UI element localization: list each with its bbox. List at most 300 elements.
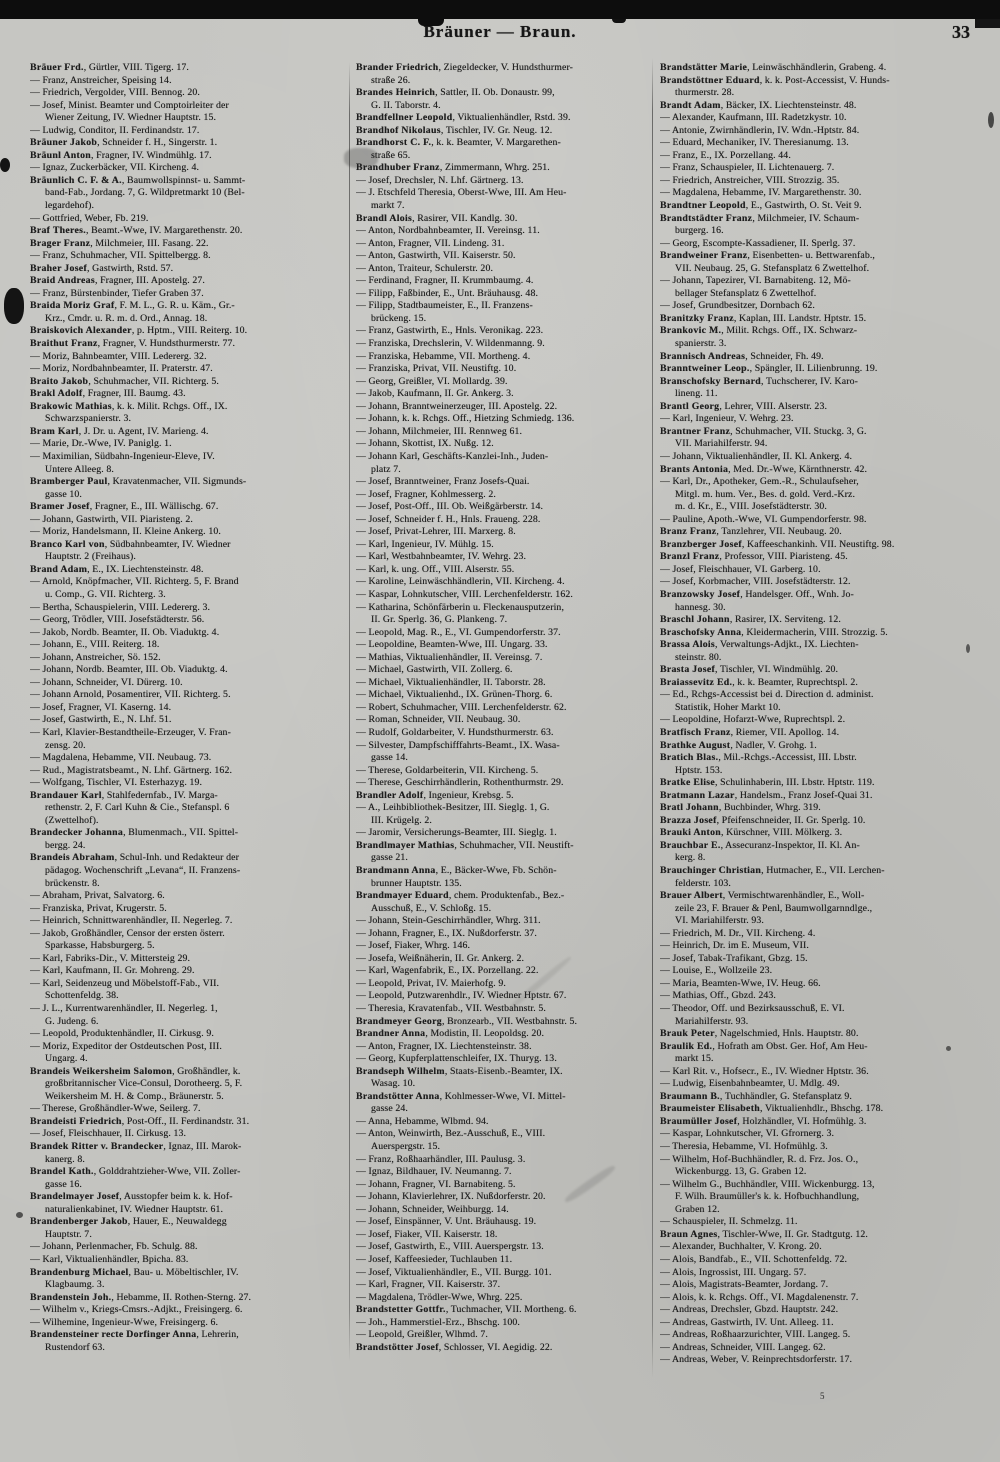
directory-entry-line: — Anton, Gastwirth, VII. Kaiserstr. 50.: [356, 250, 516, 262]
directory-entry-line: Mitgl. m. hum. Ver., Bes. d. gold. Verd.-Krz.: [675, 488, 856, 500]
page-number: 33: [952, 22, 970, 42]
directory-entry-line: — Johann, Schneider, VI. Dürerg. 10.: [30, 676, 183, 688]
directory-entry-line: — Georg, Greißler, VI. Mollardg. 39.: [356, 375, 508, 387]
directory-entry-line: Braulik Ed., Hofrath am Obst. Ger. Hof, Am Heu-: [660, 1040, 868, 1052]
directory-entry-line: — Josef, Viktualienhändler, E., VII. Burgg. 101.: [356, 1266, 552, 1278]
directory-entry-line: — J. L., Kurrentwarenhändler, II. Negerleg. 1,: [30, 1003, 218, 1015]
directory-entry-line: — Heinrich, Dr. im E. Museum, VII.: [660, 940, 809, 952]
directory-entry-line: — Karl, Wagenfabrik, E., IX. Porzellang. 22.: [356, 965, 539, 977]
directory-entry-line: Brandstöttner Eduard, k. k. Post-Accessist, V. Hunds-: [660, 74, 890, 86]
directory-entry-line: Brandek Ritter v. Brandecker, Ignaz, III. Marok-: [30, 1141, 242, 1153]
directory-entry-line: — Arnold, Knöpfmacher, VII. Richterg. 5, F. Brand: [30, 576, 239, 588]
directory-entry-line: — Ludwig, Eisenbahnbeamter, U. Mdlg. 49.: [660, 1078, 840, 1090]
directory-entry-line: — Karl, Fabriks-Dir., V. Mittersteig 29.: [30, 952, 191, 964]
directory-entry-line: hannesg. 30.: [675, 601, 726, 613]
directory-entry-line: — Johann, Fragner, VI. Barnabiteng. 5.: [356, 1178, 516, 1190]
directory-entry-line: — Andreas, Weber, V. Reinprechtsdorferstr. 17.: [660, 1354, 853, 1366]
directory-entry-line: Brandstetter Gottfr., Tuchmacher, VII. Mortheng. 6.: [356, 1304, 577, 1316]
directory-entry-line: — Karoline, Leinwäschhändlerin, VII. Kircheng. 4.: [356, 576, 565, 588]
directory-entry-line: — J. Etschfeld Theresia, Oberst-Wwe, III. Am Heu-: [356, 187, 567, 199]
directory-entry-line: F. Wilh. Braumüller's k. k. Hofbuchhandlung,: [675, 1191, 860, 1203]
directory-entry-line: Brandhuber Franz, Zimmermann, Whrg. 251.: [356, 162, 550, 174]
directory-entry-line: Braithut Franz, Fragner, V. Hundsthurmerstr. 77.: [30, 338, 236, 350]
directory-entry-line: — Karl, Ingenieur, V. Wehrg. 23.: [660, 413, 794, 425]
directory-entry-line: gasse 21.: [371, 852, 408, 864]
directory-entry-line: — Alexander, Kaufmann, III. Radetzkystr. 10.: [660, 112, 847, 124]
directory-entry-line: Braiassevitz Ed., k. k. Beamter, Ruprechtspl. 2.: [660, 676, 858, 688]
directory-entry-line: — Anton, Fragner, VII. Lindeng. 31.: [356, 237, 505, 249]
directory-entry-line: — Kaspar, Lohnkutscher, VIII. Lerchenfelderstr. 162.: [356, 588, 573, 600]
directory-entry-line: Klagbaumg. 3.: [45, 1279, 105, 1291]
directory-entry-line: — Franziska, Privat, Krugerstr. 5.: [30, 902, 167, 914]
directory-entry-line: Brandhof Nikolaus, Tischler, IV. Gr. Neug. 12.: [356, 124, 553, 136]
signature-mark: 5: [820, 1391, 825, 1401]
directory-entry-line: — Franz, Anstreicher, Speising 14.: [30, 74, 172, 86]
directory-entry-line: u. Comp., G. VII. Richterg. 3.: [45, 588, 166, 600]
directory-entry-line: Bram Karl, J. Dr. u. Agent, IV. Marieng. 4.: [30, 425, 209, 437]
directory-entry-line: Mariahilferstr. 93.: [675, 1015, 749, 1027]
directory-entry-line: Brander Friedrich, Ziegeldecker, V. Hundsthurmer-: [356, 62, 574, 73]
directory-entry-line: Braumann B., Tuchhändler, G. Stefansplatz 9.: [660, 1090, 852, 1102]
directory-entry-line: Braf Theres., Beamt.-Wwe, IV. Margarethenstr. 20.: [30, 225, 243, 237]
directory-entry-line: — Wilhelm G., Buchhändler, VIII. Wickenburgg. 13,: [660, 1178, 875, 1190]
directory-entry-line: naturalienkabinet, IV. Wiedner Hauptstr. 61.: [45, 1203, 224, 1215]
directory-entry-line: — Johann, Klavierlehrer, IX. Nußdorferstr. 20.: [356, 1191, 546, 1203]
directory-entry-line: burgerg. 16.: [675, 225, 724, 237]
directory-entry-line: gasse 24.: [371, 1103, 408, 1115]
directory-entry-line: Brandecker Johanna, Blumenmach., VII. Spittel-: [30, 827, 239, 839]
directory-entry-line: — Andreas, Schneider, VIII. Langeg. 62.: [660, 1341, 826, 1353]
directory-entry-line: Wickenburgg. 13, G. Graben 12.: [675, 1166, 807, 1178]
column-divider-left: [349, 62, 350, 1362]
directory-entry-line: Brathke August, Nadler, V. Grohg. 1.: [660, 739, 817, 751]
directory-entry-line: — Theresia, Kravatenfab., VII. Westbahnstr. 5.: [356, 1003, 547, 1015]
directory-entry-line: — Jaromir, Versicherungs-Beamter, III. Sieglg. 1.: [356, 827, 557, 839]
directory-entry-line: — Johann, Stein-Geschirrhändler, Whrg. 311.: [356, 915, 541, 927]
directory-entry-line: band-Fab., Jordang. 7, G. Wildpretmarkt 10 (Bel-: [45, 187, 245, 199]
directory-entry-line: — Karl, Seidenzeug und Möbelstoff-Fab., VII.: [30, 977, 220, 989]
directory-entry-line: — Alexander, Buchhalter, V. Krong. 20.: [660, 1241, 822, 1253]
directory-entry-line: — Magdalena, Hebamme, VII. Neubaug. 73.: [30, 752, 212, 764]
directory-entry-line: — Josef, Post-Off., III. Ob. Weißgärberstr. 14.: [356, 501, 544, 513]
directory-entry-line: — Josef, Fiaker, VII. Kaiserstr. 18.: [356, 1228, 498, 1240]
directory-entry-line: steinstr. 80.: [675, 651, 722, 663]
directory-entry-line: — Franz, Roßhaarhändler, III. Paulusg. 3.: [356, 1153, 526, 1165]
directory-entry-line: Brandmann Anna, E., Bäcker-Wwe, Fb. Schön-: [356, 865, 557, 876]
directory-entry-line: — Johann, Viktualienhändler, II. Kl. Ankerg. 4.: [660, 450, 853, 462]
directory-entry-line: — Josef, Fragner, VI. Kaserng. 14.: [30, 701, 172, 713]
directory-entry-line: Brandauer Karl, Stahlfedernfab., IV. Marga-: [30, 789, 218, 801]
directory-entry-line: — Friedrich, M. Dr., VII. Kircheng. 4.: [660, 927, 816, 939]
directory-entry-line: — Mathias, Viktualienhändler, II. Vereinsg. 7.: [356, 651, 543, 663]
directory-entry-line: — Josef, Tabak-Trafikant, Gbzg. 15.: [660, 952, 808, 964]
directory-entry-line: Brandtner Leopold, E., Gastwirth, O. St. Veit 9.: [660, 200, 862, 212]
scan-artifact: [16, 1212, 23, 1218]
directory-entry-line: Braschofsky Anna, Kleidermacherin, VIII. Strozzig. 5.: [660, 626, 888, 638]
directory-entry-line: Schwarzspanierstr. 3.: [45, 413, 132, 425]
directory-entry-line: — Josef, Grundbesitzer, Dornbach 62.: [660, 300, 815, 312]
directory-entry-line: — Moriz, Handelsmann, II. Kleine Ankerg. 10.: [30, 526, 221, 538]
directory-entry-line: — Josef, Fiaker, Whrg. 146.: [356, 940, 471, 952]
directory-entry-line: Braun Agnes, Tischler-Wwe, II. Gr. Stadtgutg. 12.: [660, 1228, 868, 1240]
directory-entry-line: — Karl Rit. v., Hofsecr., E., IV. Wiedner Hptstr. 36.: [660, 1065, 869, 1077]
directory-entry-line: — Joh., Hammerstiel-Erz., Bhschg. 100.: [356, 1316, 521, 1328]
directory-entry-line: — Johann, Skottist, IX. Nußg. 12.: [356, 438, 494, 450]
directory-entry-line: Brauchbar E., Assecuranz-Inspektor, II. Kl. An-: [660, 839, 860, 851]
directory-entry-line: Brandelmayer Josef, Ausstopfer beim k. k. Hof-: [30, 1191, 233, 1203]
directory-entry-line: brunner Hauptstr. 135.: [371, 877, 462, 889]
directory-entry-line: Brandner Anna, Modistin, II. Leopoldsg. 20.: [356, 1028, 545, 1040]
directory-entry-line: Brandmayer Eduard, chem. Produktenfab., Bez.-: [356, 890, 565, 902]
directory-entry-line: Brandes Heinrich, Sattler, II. Ob. Donaustr. 99,: [356, 87, 555, 99]
directory-entry-line: — Antonie, Zwirnhändlerin, IV. Wdn.-Hptstr. 84.: [660, 124, 860, 136]
directory-entry-line: — Karl, Viktualienhändler, Bpicha. 83.: [30, 1253, 189, 1265]
directory-entry-line: — Josef, Gastwirth, E., VIII. Auerspergstr. 13.: [356, 1241, 544, 1253]
directory-entry-line: — Therese, Goldarbeiterin, VII. Kircheng. 5.: [356, 764, 539, 776]
directory-entry-line: großbritannischer Vice-Consul, Dorotheerg. 5, F.: [45, 1078, 243, 1090]
directory-entry-line: gasse 14.: [371, 752, 408, 764]
directory-entry-line: — Moriz, Nordbahnbeamter, II. Praterstr. 47.: [30, 363, 213, 375]
directory-entry-line: — Franz, Schuhmacher, VII. Spittelbergg. 8.: [30, 250, 211, 262]
directory-entry-line: Wiener Zeitung, IV. Wiedner Hauptstr. 15.: [45, 112, 217, 124]
directory-entry-line: — Alois, Ingrossist, III. Ungarg. 57.: [660, 1266, 807, 1278]
directory-entry-line: — Jakob, Nordb. Beamter, II. Ob. Viaduktg. 4.: [30, 626, 220, 638]
directory-entry-line: — Theodor, Off. und Bezirksausschuß, E. VI.: [660, 1003, 845, 1015]
directory-entry-line: — Karl, Fragner, VII. Kaiserstr. 37.: [356, 1279, 501, 1291]
directory-entry-line: — Franz, Schauspieler, II. Lichtenauerg. 7.: [660, 162, 835, 174]
directory-entry-line: legardehof).: [45, 200, 95, 212]
directory-entry-line: — Josefa, Weißnäherin, II. Gr. Ankerg. 2.: [356, 952, 525, 964]
directory-entry-line: — Alois, k. k. Rchgs. Off., VI. Magdalenenstr. 7.: [660, 1291, 859, 1303]
directory-entry-line: thurmerstr. 28.: [675, 87, 735, 99]
directory-entry-line: Brantner Franz, Schuhmacher, VII. Stuckg. 3, G.: [660, 425, 867, 437]
directory-entry-line: — Franz, E., IX. Porzellang. 44.: [660, 149, 791, 161]
directory-entry-line: — Josef, Minist. Beamter und Comptoirleiter der: [30, 99, 229, 111]
directory-entry-line: Bratl Johann, Buchbinder, Whrg. 319.: [660, 802, 821, 814]
directory-entry-line: — Josef, Schneider f. H., Hnls. Fraueng. 228.: [356, 513, 541, 525]
directory-entry-line: — Bertha, Schauspielerin, VIII. Ledererg. 3.: [30, 601, 211, 613]
directory-entry-line: Rustendorf 63.: [45, 1341, 105, 1353]
directory-entry-line: — Roman, Schneider, VII. Neubaug. 30.: [356, 714, 521, 726]
directory-entry-line: — Leopold, Privat, IV. Maierhofg. 9.: [356, 977, 506, 989]
directory-entry-line: Branco Karl von, Südbahnbeamter, IV. Wiedner: [30, 538, 231, 550]
directory-entry-line: Brager Franz, Milchmeier, III. Fasang. 22.: [30, 237, 209, 249]
directory-entry-line: brückeng. 15.: [371, 312, 427, 324]
directory-entry-line: Bratmann Lazar, Handelsm., Franz Josef-Quai 31.: [660, 789, 873, 801]
directory-entry-line: — Friedrich, Anstreicher, VIII. Strozzig. 35.: [660, 174, 840, 186]
directory-entry-line: — Magdalena, Trödler-Wwe, Whrg. 225.: [356, 1291, 523, 1303]
directory-entry-line: Braumüller Josef, Holzhändler, VI. Hofmühlg. 3.: [660, 1115, 867, 1127]
directory-entry-line: — Josef, Korbmacher, VIII. Josefstädterstr. 12.: [660, 576, 851, 588]
directory-entry-line: — Leopoldine, Beamten-Wwe, III. Ungarg. 33.: [356, 639, 548, 651]
directory-entry-line: — Anton, Nordbahnbeamter, II. Vereinsg. 11.: [356, 225, 540, 237]
directory-entry-line: — Maximilian, Südbahn-Ingenieur-Eleve, IV.: [30, 450, 215, 462]
directory-entry-line: brückenstr. 8.: [45, 877, 100, 889]
directory-entry-line: Brantl Georg, Lehrer, VIII. Alserstr. 23.: [660, 400, 828, 412]
directory-entry-line: Branzl Franz, Professor, VIII. Piaristeng. 45.: [660, 551, 848, 563]
directory-entry-line: — Johann, E., VIII. Reiterg. 18.: [30, 639, 160, 651]
directory-entry-line: — Marie, Dr.-Wwe, IV. Paniglg. 1.: [30, 438, 172, 450]
directory-entry-line: Brandel Kath., Golddrahtzieher-Wwe, VII. Zoller-: [30, 1166, 241, 1178]
directory-entry-line: Brand Adam, E., IX. Liechtensteinstr. 48.: [30, 563, 204, 575]
directory-entry-line: — Franz, Bürstenbinder, Tiefer Graben 37.: [30, 287, 204, 299]
directory-column-1: [30, 62, 346, 1354]
directory-entry-line: Branzberger Josef, Kaffeeschankinh. VII. Neustiftg. 98.: [660, 538, 895, 550]
directory-entry-line: — Ed., Rchgs-Accessist bei d. Direction d. administ.: [660, 689, 874, 701]
directory-entry-line: Braito Jakob, Schuhmacher, VII. Richterg. 5.: [30, 375, 219, 387]
directory-entry-line: — Johann, Fragner, E., IX. Nußdorferstr. 37.: [356, 927, 537, 939]
scan-artifact: [0, 158, 10, 172]
directory-entry-line: Bräunl Anton, Fragner, IV. Windmühlg. 17.: [30, 149, 212, 161]
directory-entry-line: — Georg, Kupferplattenschleifer, IX. Thuryg. 13.: [356, 1053, 557, 1065]
directory-entry-line: — Anna, Hebamme, Wlbmd. 94.: [356, 1115, 489, 1127]
directory-entry-line: Ungarg. 4.: [45, 1053, 88, 1065]
directory-entry-line: Branitzky Franz, Kaplan, III. Landstr. Hptstr. 15.: [660, 312, 867, 324]
directory-entry-line: — Rud., Magistratsbeamt., N. Lhf. Gärtnerg. 162.: [30, 764, 233, 776]
directory-entry-line: lineng. 11.: [675, 388, 718, 400]
directory-entry-line: Brassa Alois, Verwaltungs-Adjkt., IX. Liechten-: [660, 639, 859, 651]
directory-entry-line: — Michael, Viktualienhd., IX. Grünen-Thorg. 6.: [356, 689, 553, 701]
directory-entry-line: gasse 16.: [45, 1178, 82, 1190]
directory-entry-line: Brants Antonia, Med. Dr.-Wwe, Kärnthnerstr. 42.: [660, 463, 868, 475]
directory-entry-line: II. Gr. Sperlg. 36, G. Plankeng. 7.: [371, 614, 508, 626]
directory-entry-line: Brandstötter Anna, Kohlmesser-Wwe, VI. Mittel-: [356, 1090, 566, 1102]
directory-entry-line: — Josef, Einspänner, V. Unt. Bräuhausg. 19.: [356, 1216, 537, 1228]
directory-entry-line: — Wilhelm v., Kriegs-Cmsrs.-Adjkt., Freisingerg. 6.: [30, 1304, 243, 1316]
directory-entry-line: — Andreas, Drechsler, Gbzd. Hauptstr. 242.: [660, 1304, 839, 1316]
directory-entry-line: VII. Mariahilferstr. 94.: [675, 438, 768, 450]
directory-entry-line: — Schauspieler, II. Schmelzg. 11.: [660, 1216, 798, 1228]
directory-entry-line: — A., Leihbibliothek-Besitzer, III. Sieglg. 1, G.: [356, 802, 550, 814]
directory-entry-line: — Filipp, Faßbinder, E., Unt. Bräuhausg. 48.: [356, 287, 539, 299]
directory-entry-line: kerg. 8.: [675, 852, 706, 864]
directory-entry-line: — Franziska, Drechslerin, V. Wildenmanng. 9.: [356, 338, 545, 350]
directory-entry-line: — Johann Karl, Geschäfts-Kanzlei-Inh., Juden-: [356, 450, 549, 462]
directory-entry-line: — Leopold, Mag. R., E., VI. Gumpendorferstr. 37.: [356, 626, 561, 638]
directory-entry-line: — Ferdinand, Fragner, II. Krummbaumg. 4.: [356, 275, 534, 287]
directory-entry-line: Brauchinger Christian, Hutmacher, E., VII. Lerchen-: [660, 865, 885, 876]
directory-entry-line: straße 65.: [371, 149, 411, 161]
directory-entry-line: (Zwettelhof).: [45, 814, 99, 826]
directory-entry-line: Brandeis Weikersheim Salomon, Großhändler, k.: [30, 1065, 241, 1077]
directory-column-3: [660, 62, 968, 1367]
directory-entry-line: — Alois, Magistrats-Beamter, Jordang. 7.: [660, 1279, 829, 1291]
directory-entry-line: Brandmeyer Georg, Bronzearb., VII. Westbahnstr. 5.: [356, 1015, 578, 1027]
directory-entry-line: — Friedrich, Vergolder, VIII. Bennog. 20.: [30, 87, 200, 99]
directory-entry-line: — Moriz, Bahnbeamter, VIII. Ledererg. 32.: [30, 350, 207, 362]
directory-entry-line: — Heinrich, Schnittwarenhändler, II. Negerleg. 7.: [30, 915, 233, 927]
directory-entry-line: Untere Alleeg. 8.: [45, 463, 114, 475]
directory-entry-line: Bräuner Jakob, Schneider f. H., Singerstr. 1.: [30, 137, 218, 149]
directory-entry-line: — Leopold, Putzwarenhdlr., IV. Wiedner Hptstr. 67.: [356, 990, 567, 1002]
directory-entry-line: — Jakob, Kaufmann, II. Gr. Ankerg. 3.: [356, 388, 514, 400]
directory-entry-line: Brauer Albert, Vermischtwarenhändler, E., Woll-: [660, 890, 865, 902]
directory-entry-line: Brandler Adolf, Ingenieur, Krebsg. 5.: [356, 789, 514, 801]
directory-entry-line: Braher Josef, Gastwirth, Rstd. 57.: [30, 262, 174, 274]
directory-entry-line: markt 15.: [675, 1053, 714, 1065]
scan-artifact: [946, 1046, 951, 1051]
directory-entry-line: — Therese, Großhändler-Wwe, Seilerg. 7.: [30, 1103, 201, 1115]
directory-entry-line: — Pauline, Apoth.-Wwe, VI. Gumpendorferstr. 98.: [660, 513, 867, 525]
directory-entry-line: Brandensteiner recte Dorfinger Anna, Lehrerin,: [30, 1329, 239, 1341]
directory-entry-line: Statistik, Hoher Markt 10.: [675, 701, 781, 713]
directory-entry-line: Braida Moriz Graf, F. M. L., G. R. u. Käm., Gr.-: [30, 300, 235, 312]
directory-entry-line: — Silvester, Dampfschifffahrts-Beamt., IX. Wasa-: [356, 739, 560, 751]
directory-entry-line: — Gottfried, Weber, Fb. 219.: [30, 212, 149, 224]
directory-entry-line: — Georg, Escompte-Kassadiener, II. Sperlg. 37.: [660, 237, 856, 249]
directory-entry-line: — Leopold, Produktenhändler, II. Cirkusg. 9.: [30, 1028, 214, 1040]
directory-entry-line: Bratfisch Franz, Riemer, VII. Apollog. 14.: [660, 726, 840, 738]
scan-artifact: [344, 148, 378, 168]
directory-entry-line: — Ignaz, Zuckerbäcker, VII. Kircheng. 4.: [30, 162, 200, 174]
directory-entry-line: — Ludwig, Conditor, II. Ferdinandstr. 17.: [30, 124, 200, 136]
directory-entry-line: Brauk Peter, Nagelschmied, Hnls. Hauptstr. 80.: [660, 1028, 859, 1040]
directory-entry-line: — Maria, Beamten-Wwe, IV. Heug. 66.: [660, 977, 821, 989]
directory-entry-line: — Wolfgang, Tischler, VI. Esterhazyg. 19.: [30, 777, 203, 789]
directory-entry-line: Graben 12.: [675, 1203, 720, 1215]
directory-entry-line: Brazza Josef, Pfeifenschneider, II. Gr. Sperlg. 10.: [660, 814, 866, 826]
directory-entry-line: zeile 23, F. Brauer & Penl, Baumwollgarnndlge.,: [675, 902, 873, 914]
directory-entry-line: Branz Franz, Tanzlehrer, VII. Neubaug. 20.: [660, 526, 842, 538]
directory-entry-line: — Franz, Gastwirth, E., Hnls. Veronikag. 223.: [356, 325, 544, 337]
directory-entry-line: kanerg. 8.: [45, 1153, 85, 1165]
directory-entry-line: Brandenstein Joh., Hebamme, II. Rothen-Sterng. 27.: [30, 1291, 252, 1303]
directory-entry-line: gasse 10.: [45, 488, 82, 500]
directory-entry-line: Weikersheim M. H. & Comp., Bräunerstr. 5.: [45, 1090, 224, 1102]
directory-entry-line: — Karl, k. ung. Off., VIII. Alserstr. 55.: [356, 563, 515, 575]
directory-entry-line: Bräuer Frd., Gürtler, VIII. Tigerg. 17.: [30, 62, 189, 73]
directory-entry-line: m. d. Kr., E., VIII. Josefstädterstr. 30.: [675, 501, 827, 513]
directory-entry-line: Schottenfeldg. 38.: [45, 990, 119, 1002]
directory-entry-line: — Josef, Kaffeesieder, Tuchlauben 11.: [356, 1253, 513, 1265]
directory-entry-line: Branschofsky Bernard, Tuchscherer, IV. Karo-: [660, 375, 858, 387]
directory-entry-line: — Eduard, Mechaniker, IV. Theresianumg. 13.: [660, 137, 849, 149]
directory-entry-line: Brandl Alois, Rasirer, VII. Kandlg. 30.: [356, 212, 518, 224]
directory-entry-line: — Michael, Viktualienhändler, II. Taborstr. 28.: [356, 676, 546, 688]
directory-entry-line: Brandseph Wilhelm, Staats-Eisenb.-Beamter, IX.: [356, 1065, 563, 1077]
directory-entry-line: — Johann, Perlenmacher, Fb. Schulg. 88.: [30, 1241, 198, 1253]
directory-entry-line: zensg. 20.: [45, 739, 86, 751]
directory-entry-line: — Josef, Drechsler, N. Lhf. Gärtnerg. 13.: [356, 174, 524, 186]
directory-entry-line: VI. Mariahilferstr. 93.: [675, 915, 765, 927]
directory-entry-line: — Rudolf, Goldarbeiter, V. Hundsthurmerstr. 63.: [356, 726, 554, 738]
directory-entry-line: Bratich Blas., Mil.-Rchgs.-Accessist, III. Lbstr.: [660, 752, 857, 764]
directory-entry-line: spanierstr. 3.: [675, 338, 727, 350]
directory-entry-line: felderstr. 103.: [675, 877, 731, 889]
directory-entry-line: Hauptstr. 7.: [45, 1228, 92, 1240]
directory-entry-line: — Leopoldine, Hofarzt-Wwe, Ruprechtspl. 2.: [660, 714, 846, 726]
directory-entry-line: — Therese, Geschirrhändlerin, Rothenthurmstr. 29.: [356, 777, 564, 789]
column-divider-right: [652, 58, 653, 1378]
directory-entry-line: — Andreas, Roßhaarzurichter, VIII. Langeg. 5.: [660, 1329, 851, 1341]
directory-entry-line: Brandenberger Jakob, Hauer, E., Neuwaldegg: [30, 1216, 227, 1228]
directory-entry-line: Braiskovich Alexander, p. Hptm., VIII. Reiterg. 10.: [30, 325, 248, 337]
directory-entry-line: Brauki Anton, Kürschner, VIII. Mölkerg. 3.: [660, 827, 843, 839]
directory-entry-line: — Leopold, Greißler, Wlhmd. 7.: [356, 1329, 488, 1341]
directory-entry-line: — Wilhemine, Ingenieur-Wwe, Freisingerg. 6.: [30, 1316, 219, 1328]
directory-entry-line: Brandweiner Franz, Eisenbetten- u. Bettwarenfab.,: [660, 250, 875, 262]
directory-entry-line: — Moriz, Expeditor der Ostdeutschen Post, III.: [30, 1040, 222, 1052]
directory-entry-line: — Andreas, Gastwirth, IV. Unt. Alleeg. 11.: [660, 1316, 834, 1328]
directory-entry-line: — Johann Arnold, Posamentirer, VII. Richterg. 5.: [30, 689, 231, 701]
directory-entry-line: Ausschuß, E., V. Schloßg. 15.: [371, 902, 492, 914]
directory-entry-line: bellager Stefansplatz 6 Zwettelhof.: [675, 287, 817, 299]
directory-entry-line: bergg. 24.: [45, 839, 86, 851]
directory-entry-line: — Michael, Gastwirth, VII. Zollerg. 6.: [356, 664, 513, 676]
directory-entry-line: — Josef, Gastwirth, E., N. Lhf. 51.: [30, 714, 172, 726]
directory-entry-line: Brakl Adolf, Fragner, III. Baumg. 43.: [30, 388, 186, 400]
directory-entry-line: Wasag. 10.: [371, 1078, 416, 1090]
scan-top-edge: [0, 0, 1000, 19]
directory-entry-line: — Franziska, Hebamme, VII. Mortheng. 4.: [356, 350, 531, 362]
directory-entry-line: Hauptstr. 2 (Freihaus).: [45, 551, 136, 563]
directory-entry-line: Brandfellner Leopold, Viktualienhändler, Rstd. 39.: [356, 112, 571, 124]
directory-entry-line: — Louise, E., Wollzeile 23.: [660, 965, 773, 977]
directory-entry-line: markt 7.: [371, 200, 405, 212]
directory-entry-line: — Josef, Privat-Lehrer, III. Marxerg. 8.: [356, 526, 516, 538]
directory-entry-line: Brandstätter Marie, Leinwäschhändlerin, Grabeng. 4.: [660, 62, 887, 73]
directory-entry-line: — Josef, Fleischhauer, VI. Garberg. 10.: [660, 563, 821, 575]
directory-entry-line: Sparkasse, Habsburgerg. 5.: [45, 940, 155, 952]
directory-entry-line: Brandlmayer Mathias, Schuhmacher, VII. Neustift-: [356, 839, 574, 851]
directory-entry-line: — Robert, Schuhmacher, VIII. Lerchenfelderstr. 62.: [356, 701, 567, 713]
directory-entry-line: — Karl, Dr., Apotheker, Gem.-R., Schulaufseher,: [660, 476, 859, 488]
directory-entry-line: Branntweiner Leop., Spängler, II. Lilienbrunng. 19.: [660, 363, 878, 375]
directory-entry-line: Brandeisti Friedrich, Post-Off., II. Ferdinandstr. 31.: [30, 1115, 250, 1127]
directory-entry-line: Brandtstädter Franz, Milchmeier, IV. Schaum-: [660, 212, 860, 224]
directory-entry-line: — Johann, Gastwirth, VII. Piaristeng. 2.: [30, 513, 193, 525]
directory-entry-line: — Mathias, Off., Gbzd. 243.: [660, 990, 776, 1002]
directory-entry-line: — Wilhelm, Hof-Buchhändler, R. d. Frz. Jos. O.,: [660, 1153, 859, 1165]
directory-entry-line: — Johann, Tapezirer, VI. Barnabiteng. 12, Mö-: [660, 275, 851, 287]
scan-artifact: [988, 112, 994, 128]
directory-entry-line: Brankovic M., Milit. Rchgs. Off., IX. Schwarz-: [660, 325, 858, 337]
directory-entry-line: — Johann, Milchmeier, III. Rennweg 61.: [356, 425, 523, 437]
directory-entry-line: — Georg, Trödler, VIII. Josefstädterstr. 56.: [30, 614, 205, 626]
directory-entry-line: Brasta Josef, Tischler, VI. Windmühlg. 20.: [660, 664, 839, 676]
directory-entry-line: — Theresia, Hebamme, VI. Hofmühlg. 3.: [660, 1141, 828, 1153]
directory-entry-line: VII. Neubaug. 25, G. Stefansplatz 6 Zwettelhof.: [675, 262, 870, 274]
directory-entry-line: — Karl, Klavier-Bestandtheile-Erzeuger, V. Fran-: [30, 726, 231, 738]
directory-entry-line: — Josef, Branntweiner, Franz Josefs-Quai.: [356, 476, 530, 488]
directory-entry-line: — Johann, k. k. Rchgs. Off., Hietzing Schmiedg. 136.: [356, 413, 575, 425]
directory-entry-line: — Johann, Branntweinerzeuger, III. Apostelg. 22.: [356, 400, 558, 412]
scan-artifact: [966, 644, 970, 653]
directory-entry-line: Brannisch Andreas, Schneider, Fh. 49.: [660, 350, 824, 362]
directory-entry-line: — Johann, Anstreicher, Sö. 152.: [30, 651, 161, 663]
directory-entry-line: — Anton, Weinwirth, Bez.-Ausschuß, E., VIII.: [356, 1128, 546, 1140]
directory-entry-line: — Josef, Fleischhauer, II. Cirkusg. 13.: [30, 1128, 187, 1140]
directory-entry-line: — Kaspar, Lohnkutscher, VI. Gfrornerg. 3.: [660, 1128, 835, 1140]
directory-entry-line: G. II. Taborstr. 4.: [371, 99, 441, 111]
directory-entry-line: Brandhorst C. F., k. k. Beamter, V. Margarethen-: [356, 137, 561, 149]
directory-entry-line: — Alois, Bandfab., E., VII. Schottenfeldg. 72.: [660, 1253, 848, 1265]
directory-entry-line: Brandstötter Josef, Schlosser, VI. Aegidig. 22.: [356, 1341, 553, 1353]
directory-entry-line: Braumeister Elisabeth, Viktualienhdlr., Bhschg. 178.: [660, 1103, 884, 1115]
directory-entry-line: — Jakob, Großhändler, Censor der ersten österr.: [30, 927, 225, 939]
directory-entry-line: Hptstr. 153.: [675, 764, 723, 776]
directory-entry-line: Bräunlich C. F. & A., Baumwollspinnst- u. Sammt-: [30, 174, 246, 186]
directory-entry-line: Bramer Josef, Fragner, E., III. Wällischg. 67.: [30, 501, 219, 513]
directory-entry-line: Bramberger Paul, Kravatenmacher, VII. Sigmunds-: [30, 476, 247, 488]
directory-entry-line: — Anton, Traiteur, Schulerstr. 20.: [356, 262, 494, 274]
directory-entry-line: straße 26.: [371, 74, 411, 86]
directory-entry-line: — Karl, Ingenieur, IV. Mühlg. 15.: [356, 538, 494, 550]
directory-entry-line: — Josef, Fragner, Kohlmesserg. 2.: [356, 488, 496, 500]
directory-entry-line: — Anton, Fragner, IX. Liechtensteinstr. 38.: [356, 1040, 532, 1052]
directory-entry-line: — Ignaz, Bildhauer, IV. Neumanng. 7.: [356, 1166, 512, 1178]
directory-entry-line: Bratke Elise, Schulinhaberin, III. Lbstr. Hptstr. 119.: [660, 777, 875, 789]
